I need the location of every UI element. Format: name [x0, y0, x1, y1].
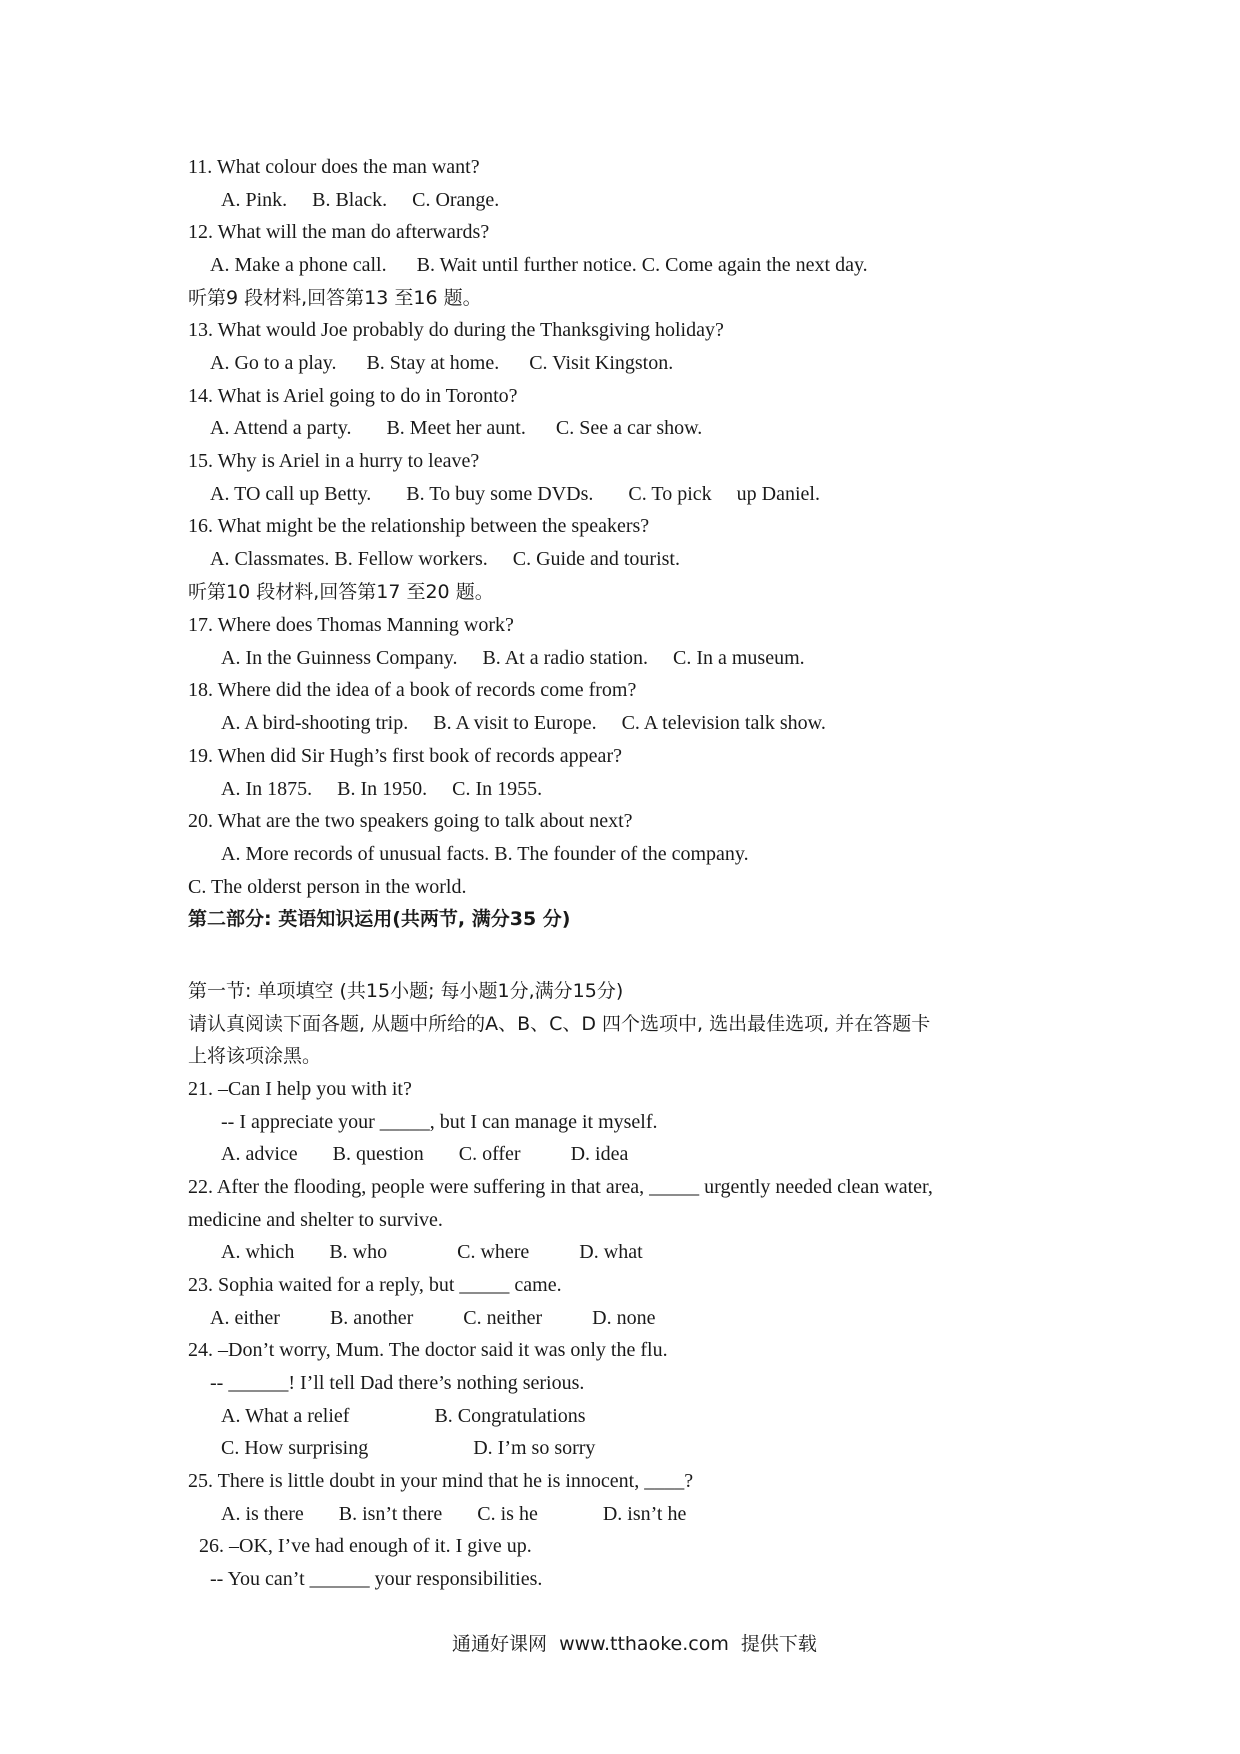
options-20: A. More records of unusual facts. B. The founder of the company.: [221, 843, 749, 865]
question-17: 17. Where does Thomas Manning work?: [188, 614, 514, 636]
question-11: 11. What colour does the man want?: [188, 156, 480, 178]
question-25: 25. There is little doubt in your mind that he is innocent, ____?: [188, 1470, 694, 1492]
question-18: 18. Where did the idea of a book of records come from?: [188, 679, 637, 701]
part-two-heading: 第二部分: 英语知识运用(共两节, 满分35 分): [188, 908, 571, 930]
options-23: A. either B. another C. neither D. none: [210, 1307, 656, 1329]
options-11: A. Pink. B. Black. C. Orange.: [221, 189, 500, 211]
options-15: A. TO call up Betty. B. To buy some DVDs. C. To pick up Daniel.: [210, 483, 820, 505]
options-18: A. A bird-shooting trip. B. A visit to Europe. C. A television talk show.: [221, 712, 826, 734]
options-25: A. is there B. isn’t there C. is he D. isn’t he: [221, 1503, 687, 1525]
section-heading-10: 听第10 段材料,回答第17 至20 题。: [188, 581, 494, 603]
options-21: A. advice B. question C. offer D. idea: [221, 1143, 629, 1165]
question-26: 26. –OK, I’ve had enough of it. I give up.: [199, 1535, 532, 1557]
options-12: A. Make a phone call. B. Wait until further notice. C. Come again the next day.: [210, 254, 868, 276]
options-14: A. Attend a party. B. Meet her aunt. C. See a car show.: [210, 417, 703, 439]
question-16: 16. What might be the relationship between the speakers?: [188, 515, 650, 537]
question-19: 19. When did Sir Hugh’s first book of records appear?: [188, 745, 622, 767]
options-13: A. Go to a play. B. Stay at home. C. Visit Kingston.: [210, 352, 674, 374]
section-one-heading: 第一节: 单项填空 (共15小题; 每小题1分,满分15分): [188, 980, 624, 1002]
dialogue-24: -- ______! I’ll tell Dad there’s nothing serious.: [210, 1372, 585, 1394]
footer-watermark: 通通好课网 www.tthaoke.com 提供下载: [452, 1633, 817, 1655]
options-24-row1: A. What a relief B. Congratulations: [221, 1405, 586, 1427]
question-14: 14. What is Ariel going to do in Toronto?: [188, 385, 518, 407]
question-22: 22. After the flooding, people were suffering in that area, _____ urgently needed clean water,: [188, 1176, 933, 1198]
options-19: A. In 1875. B. In 1950. C. In 1955.: [221, 778, 543, 800]
question-22-continued: medicine and shelter to survive.: [188, 1209, 443, 1231]
dialogue-26: -- You can’t ______ your responsibilities.: [210, 1568, 543, 1590]
question-12: 12. What will the man do afterwards?: [188, 221, 490, 243]
options-22: A. which B. who C. where D. what: [221, 1241, 643, 1263]
options-24-row2: C. How surprising D. I’m so sorry: [221, 1437, 596, 1459]
options-17: A. In the Guinness Company. B. At a radio station. C. In a museum.: [221, 647, 805, 669]
question-23: 23. Sophia waited for a reply, but _____ came.: [188, 1274, 562, 1296]
instructions: 请认真阅读下面各题, 从题中所给的A、B、C、D 四个选项中, 选出最佳选项, 并在答题卡: [188, 1013, 931, 1035]
options-16: A. Classmates. B. Fellow workers. C. Guide and tourist.: [210, 548, 680, 570]
question-24: 24. –Don’t worry, Mum. The doctor said it was only the flu.: [188, 1339, 668, 1361]
instructions-continued: 上将该项涂黑。: [188, 1045, 322, 1067]
question-13: 13. What would Joe probably do during the Thanksgiving holiday?: [188, 319, 724, 341]
question-15: 15. Why is Ariel in a hurry to leave?: [188, 450, 480, 472]
question-21: 21. –Can I help you with it?: [188, 1078, 412, 1100]
section-heading-9: 听第9 段材料,回答第13 至16 题。: [188, 287, 482, 309]
dialogue-21: -- I appreciate your _____, but I can manage it myself.: [221, 1111, 658, 1133]
question-20: 20. What are the two speakers going to talk about next?: [188, 810, 633, 832]
options-20-continued: C. The olderst person in the world.: [188, 876, 467, 898]
